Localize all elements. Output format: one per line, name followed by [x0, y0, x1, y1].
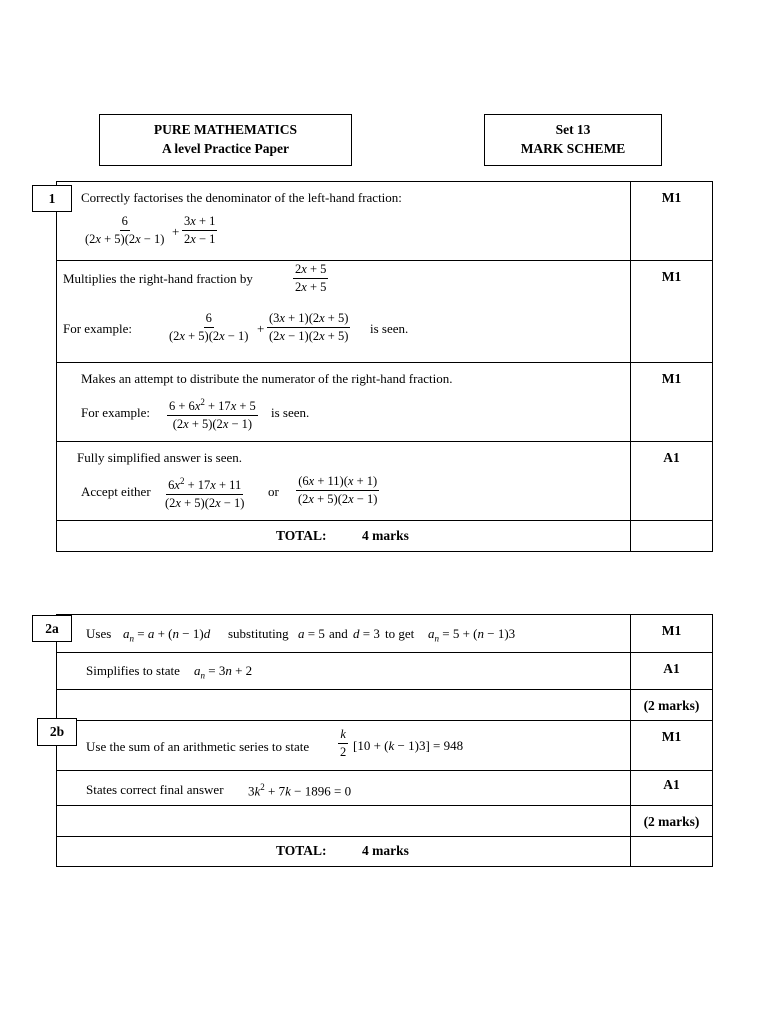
q2b-row-1: [57, 721, 712, 771]
q1-row-1: [57, 182, 712, 261]
q2b-marks: (2 marks): [643, 814, 700, 829]
q1-row-4-text: Fully simplified answer is seen.: [77, 450, 243, 465]
q2a-row-1-uses: Uses: [86, 626, 112, 641]
q1-row-2-mark: M1: [661, 269, 682, 284]
value-a: a = 5: [298, 626, 325, 641]
plus-sign: +: [257, 321, 265, 336]
q2a-row-2: [57, 653, 712, 690]
paper-level: A level Practice Paper: [161, 141, 290, 156]
q2b-row-1-mark: M1: [661, 729, 682, 744]
value-d: d = 3: [353, 626, 380, 641]
q1-row-2-example-label: For example:: [63, 321, 132, 336]
q1-row-4-mark: A1: [663, 450, 680, 465]
q2a-row-2-text: Simplifies to state: [86, 663, 180, 678]
q1-row-3-mark: M1: [661, 371, 682, 386]
plus-sign: +: [172, 224, 180, 239]
q1-row-3-seen: is seen.: [271, 405, 310, 420]
q2a-row-1-and: and: [329, 626, 348, 641]
q2b-row-2-text: States correct final answer: [86, 782, 224, 797]
formula-sum-series: [10 + (k − 1)3] = 948: [353, 738, 464, 753]
q2a-row-1: [57, 615, 712, 653]
formula-substituted: $a_n = 5 + (n - 1)3$: [428, 626, 516, 644]
distributed-numerator-fraction: $\frac{6 + 6x^2 + 17x + 5}{(2x + 5)(2x - 1)}$: [169, 397, 256, 432]
set-number: Set 13: [555, 122, 591, 137]
q2-total-label: TOTAL:: [276, 843, 327, 858]
q2-total-value: 4 marks: [362, 843, 409, 858]
q2a-row-2-mark: A1: [663, 661, 680, 676]
example-fraction-right: $\frac{(3x + 1)(2x + 5)}{(2x - 1)(2x + 5)}$: [269, 311, 349, 343]
question-number-1: 1: [32, 185, 72, 212]
question-number-2a: 2a: [32, 615, 72, 642]
example-fraction-left: $\frac{6}{(2x + 5)(2x - 1)}$: [169, 311, 249, 343]
fraction-3x1-over-2x-1: $\frac{3x + 1}{2x - 1}$: [184, 214, 216, 246]
answer-fraction-factorised: $\frac{(6x + 11)(x + 1)}{(2x + 5)(2x - 1)}$: [298, 474, 378, 506]
formula-nth-term: $a_n = 3n + 2$: [194, 663, 253, 681]
q1-row-3-text: Makes an attempt to distribute the numerator of the right-hand fraction.: [81, 371, 453, 386]
q2b-row-2-mark: A1: [663, 777, 680, 792]
paper-subject: PURE MATHEMATICS: [153, 122, 298, 137]
q1-total-label: TOTAL:: [276, 528, 327, 543]
q2a-row-1-to-get: to get: [385, 626, 415, 641]
q1-total-value: 4 marks: [362, 528, 409, 543]
q2b-row-2: [57, 771, 712, 806]
q1-row-2: [57, 261, 712, 363]
q2a-row-1-substituting: substituting: [228, 626, 289, 641]
answer-fraction-expanded: $\frac{6x^2 + 17x + 11}{(2x + 5)(2x - 1)}$: [165, 476, 245, 511]
paper-title-box: [99, 114, 352, 166]
fraction-6-over-factorised: $\frac{6}{(2x + 5)(2x - 1)}$: [85, 214, 165, 246]
q2a-marks-row: [57, 690, 712, 721]
q1-row-4-or: or: [268, 484, 279, 499]
question-number-2b: 2b: [37, 718, 77, 746]
q1-table: [56, 181, 713, 552]
formula-general-term: $a_n = a + (n - 1)d$: [123, 626, 211, 644]
q2b-marks-row: [57, 806, 712, 837]
q1-row-2-seen: is seen.: [370, 321, 409, 336]
q2a-row-1-mark: M1: [661, 623, 682, 638]
q1-row-4: [57, 442, 712, 521]
q1-row-1-text: Correctly factorises the denominator of the left-hand fraction:: [81, 190, 402, 205]
fraction-k-over-2: $\frac{k}{2}$: [340, 727, 347, 759]
fraction-2x5-over-2x5: $\frac{2x + 5}{2x + 5}$: [295, 262, 327, 294]
set-box: [484, 114, 662, 166]
mark-scheme-label: MARK SCHEME: [520, 141, 626, 156]
q1-row-3: [57, 363, 712, 442]
q2-table: [56, 614, 713, 867]
q2a-marks: (2 marks): [643, 698, 700, 713]
q1-row-2-text: Multiplies the right-hand fraction by: [63, 271, 253, 286]
formula-quadratic: $3k^2 + 7k - 1896 = 0$: [248, 782, 352, 799]
q1-row-4-accept-label: Accept either: [81, 484, 151, 499]
q1-row-1-mark: M1: [661, 190, 682, 205]
q2b-row-1-text: Use the sum of an arithmetic series to state: [86, 739, 310, 754]
q2-total-row: [57, 837, 712, 867]
q1-row-3-example-label: For example:: [81, 405, 150, 420]
q1-total-row: [57, 521, 712, 552]
